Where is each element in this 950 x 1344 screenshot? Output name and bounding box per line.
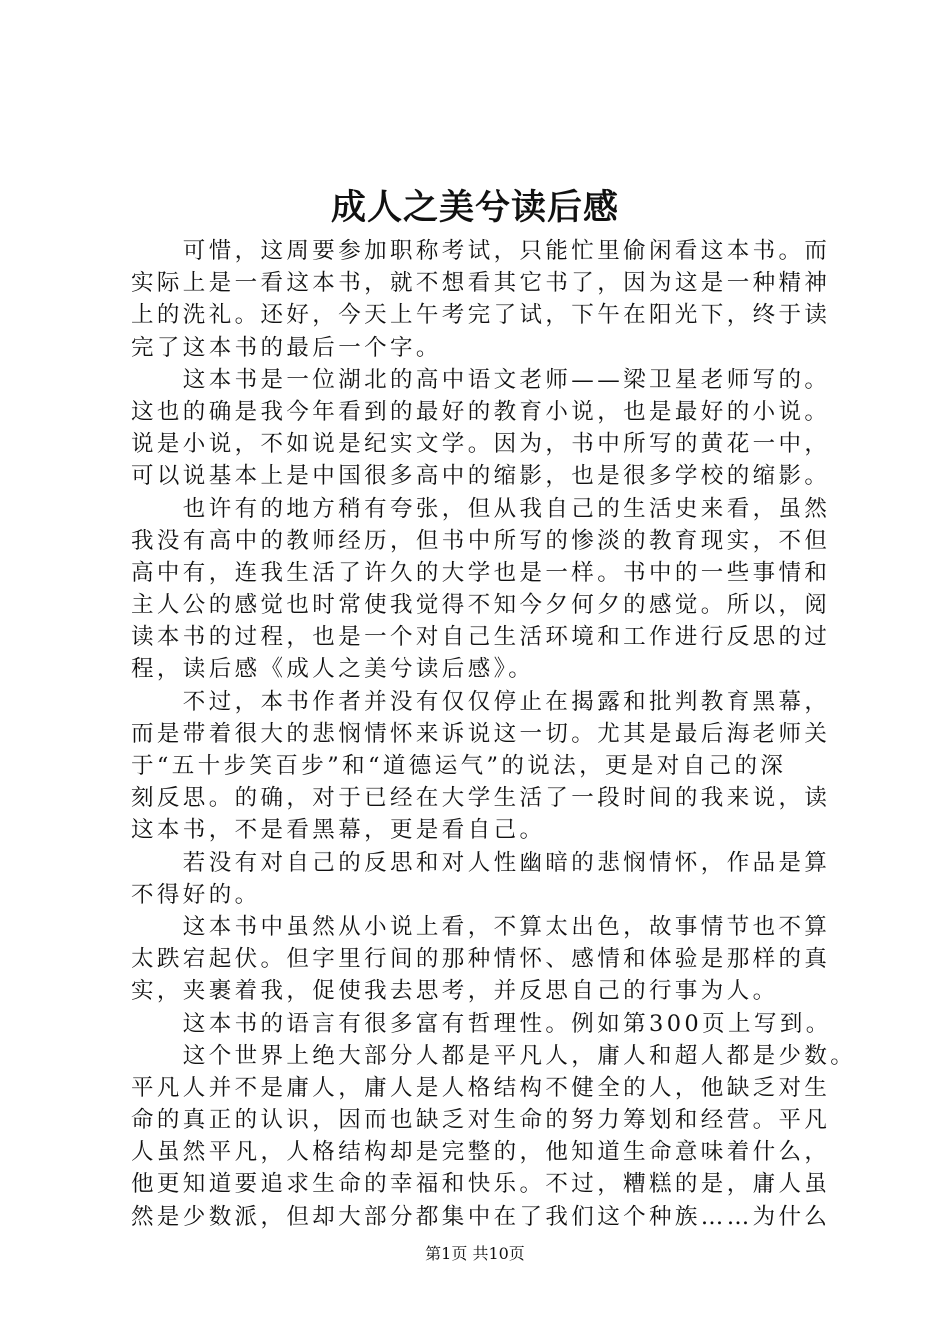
page-footer: 第1页 共10页 xyxy=(425,1244,525,1263)
body-line: 完了这本书的最后一个字。 xyxy=(131,334,442,361)
body-line: 刻反思。的确，对于已经在大学生活了一段时间的我来说，读 xyxy=(131,785,831,812)
body-line: 这本书是一位湖北的高中语文老师——梁卫星老师写的。 xyxy=(131,366,831,393)
body-line: 而是带着很大的悲悯情怀来诉说这一切。尤其是最后海老师关 xyxy=(131,720,831,747)
body-line: 平凡人并不是庸人，庸人是人格结构不健全的人，他缺乏对生 xyxy=(131,1074,831,1101)
body-line: 这本书的语言有很多富有哲理性。例如第300页上写到。 xyxy=(131,1010,832,1037)
body-line: 可以说基本上是中国很多高中的缩影，也是很多学校的缩影。 xyxy=(131,463,831,490)
body-line: 这本书中虽然从小说上看，不算太出色，故事情节也不算 xyxy=(131,913,831,940)
body-line: 我没有高中的教师经历，但书中所写的惨淡的教育现实，不但 xyxy=(131,527,831,554)
body-line: 命的真正的认识，因而也缺乏对生命的努力筹划和经营。平凡 xyxy=(131,1107,831,1134)
body-line: 程，读后感《成人之美兮读后感》。 xyxy=(131,656,535,683)
body-line: 读本书的过程，也是一个对自己生活环境和工作进行反思的过 xyxy=(131,624,831,651)
body-line: 若没有对自己的反思和对人性幽暗的悲悯情怀，作品是算 xyxy=(131,849,831,876)
body-line: 这个世界上绝大部分人都是平凡人，庸人和超人都是少数。 xyxy=(131,1042,857,1069)
body-line: 高中有，连我生活了许久的大学也是一样。书中的一些事情和 xyxy=(131,559,831,586)
article-body xyxy=(131,235,857,1233)
body-line: 太跌宕起伏。但字里行间的那种情怀、感情和体验是那样的真 xyxy=(131,946,831,973)
page-title: 成人之美兮读后感 xyxy=(330,187,619,228)
body-line: 人虽然平凡，人格结构却是完整的，他知道生命意味着什么， xyxy=(131,1139,831,1166)
body-line: 上的洗礼。还好，今天上午考完了试，下午在阳光下，终于读 xyxy=(131,302,831,329)
body-line: 不得好的。 xyxy=(131,881,261,908)
body-line: 于“五十步笑百步”和“道德运气”的说法，更是对自己的深 xyxy=(131,753,787,779)
body-line: 这也的确是我今年看到的最好的教育小说，也是最好的小说。 xyxy=(131,398,831,425)
body-line: 这本书，不是看黑幕，更是看自己。 xyxy=(131,817,546,844)
body-line: 不过，本书作者并没有仅仅停止在揭露和批判教育黑幕， xyxy=(131,688,831,715)
body-line: 然是少数派，但却大部分都集中在了我们这个种族……为什么 xyxy=(131,1203,831,1230)
body-line: 实际上是一看这本书，就不想看其它书了，因为这是一种精神 xyxy=(131,270,831,297)
body-line: 实，夹裹着我，促使我去思考，并反思自己的行事为人。 xyxy=(131,978,779,1005)
body-line: 主人公的感觉也时常使我觉得不知今夕何夕的感觉。所以，阅 xyxy=(131,592,831,619)
body-line: 说是小说，不如说是纪实文学。因为，书中所写的黄花一中， xyxy=(131,431,831,458)
body-line: 他更知道要追求生命的幸福和快乐。不过，糟糕的是，庸人虽 xyxy=(131,1171,831,1198)
body-line: 可惜，这周要参加职称考试，只能忙里偷闲看这本书。而 xyxy=(131,238,831,264)
body-line: 也许有的地方稍有夸张，但从我自己的生活史来看，虽然 xyxy=(131,495,831,522)
